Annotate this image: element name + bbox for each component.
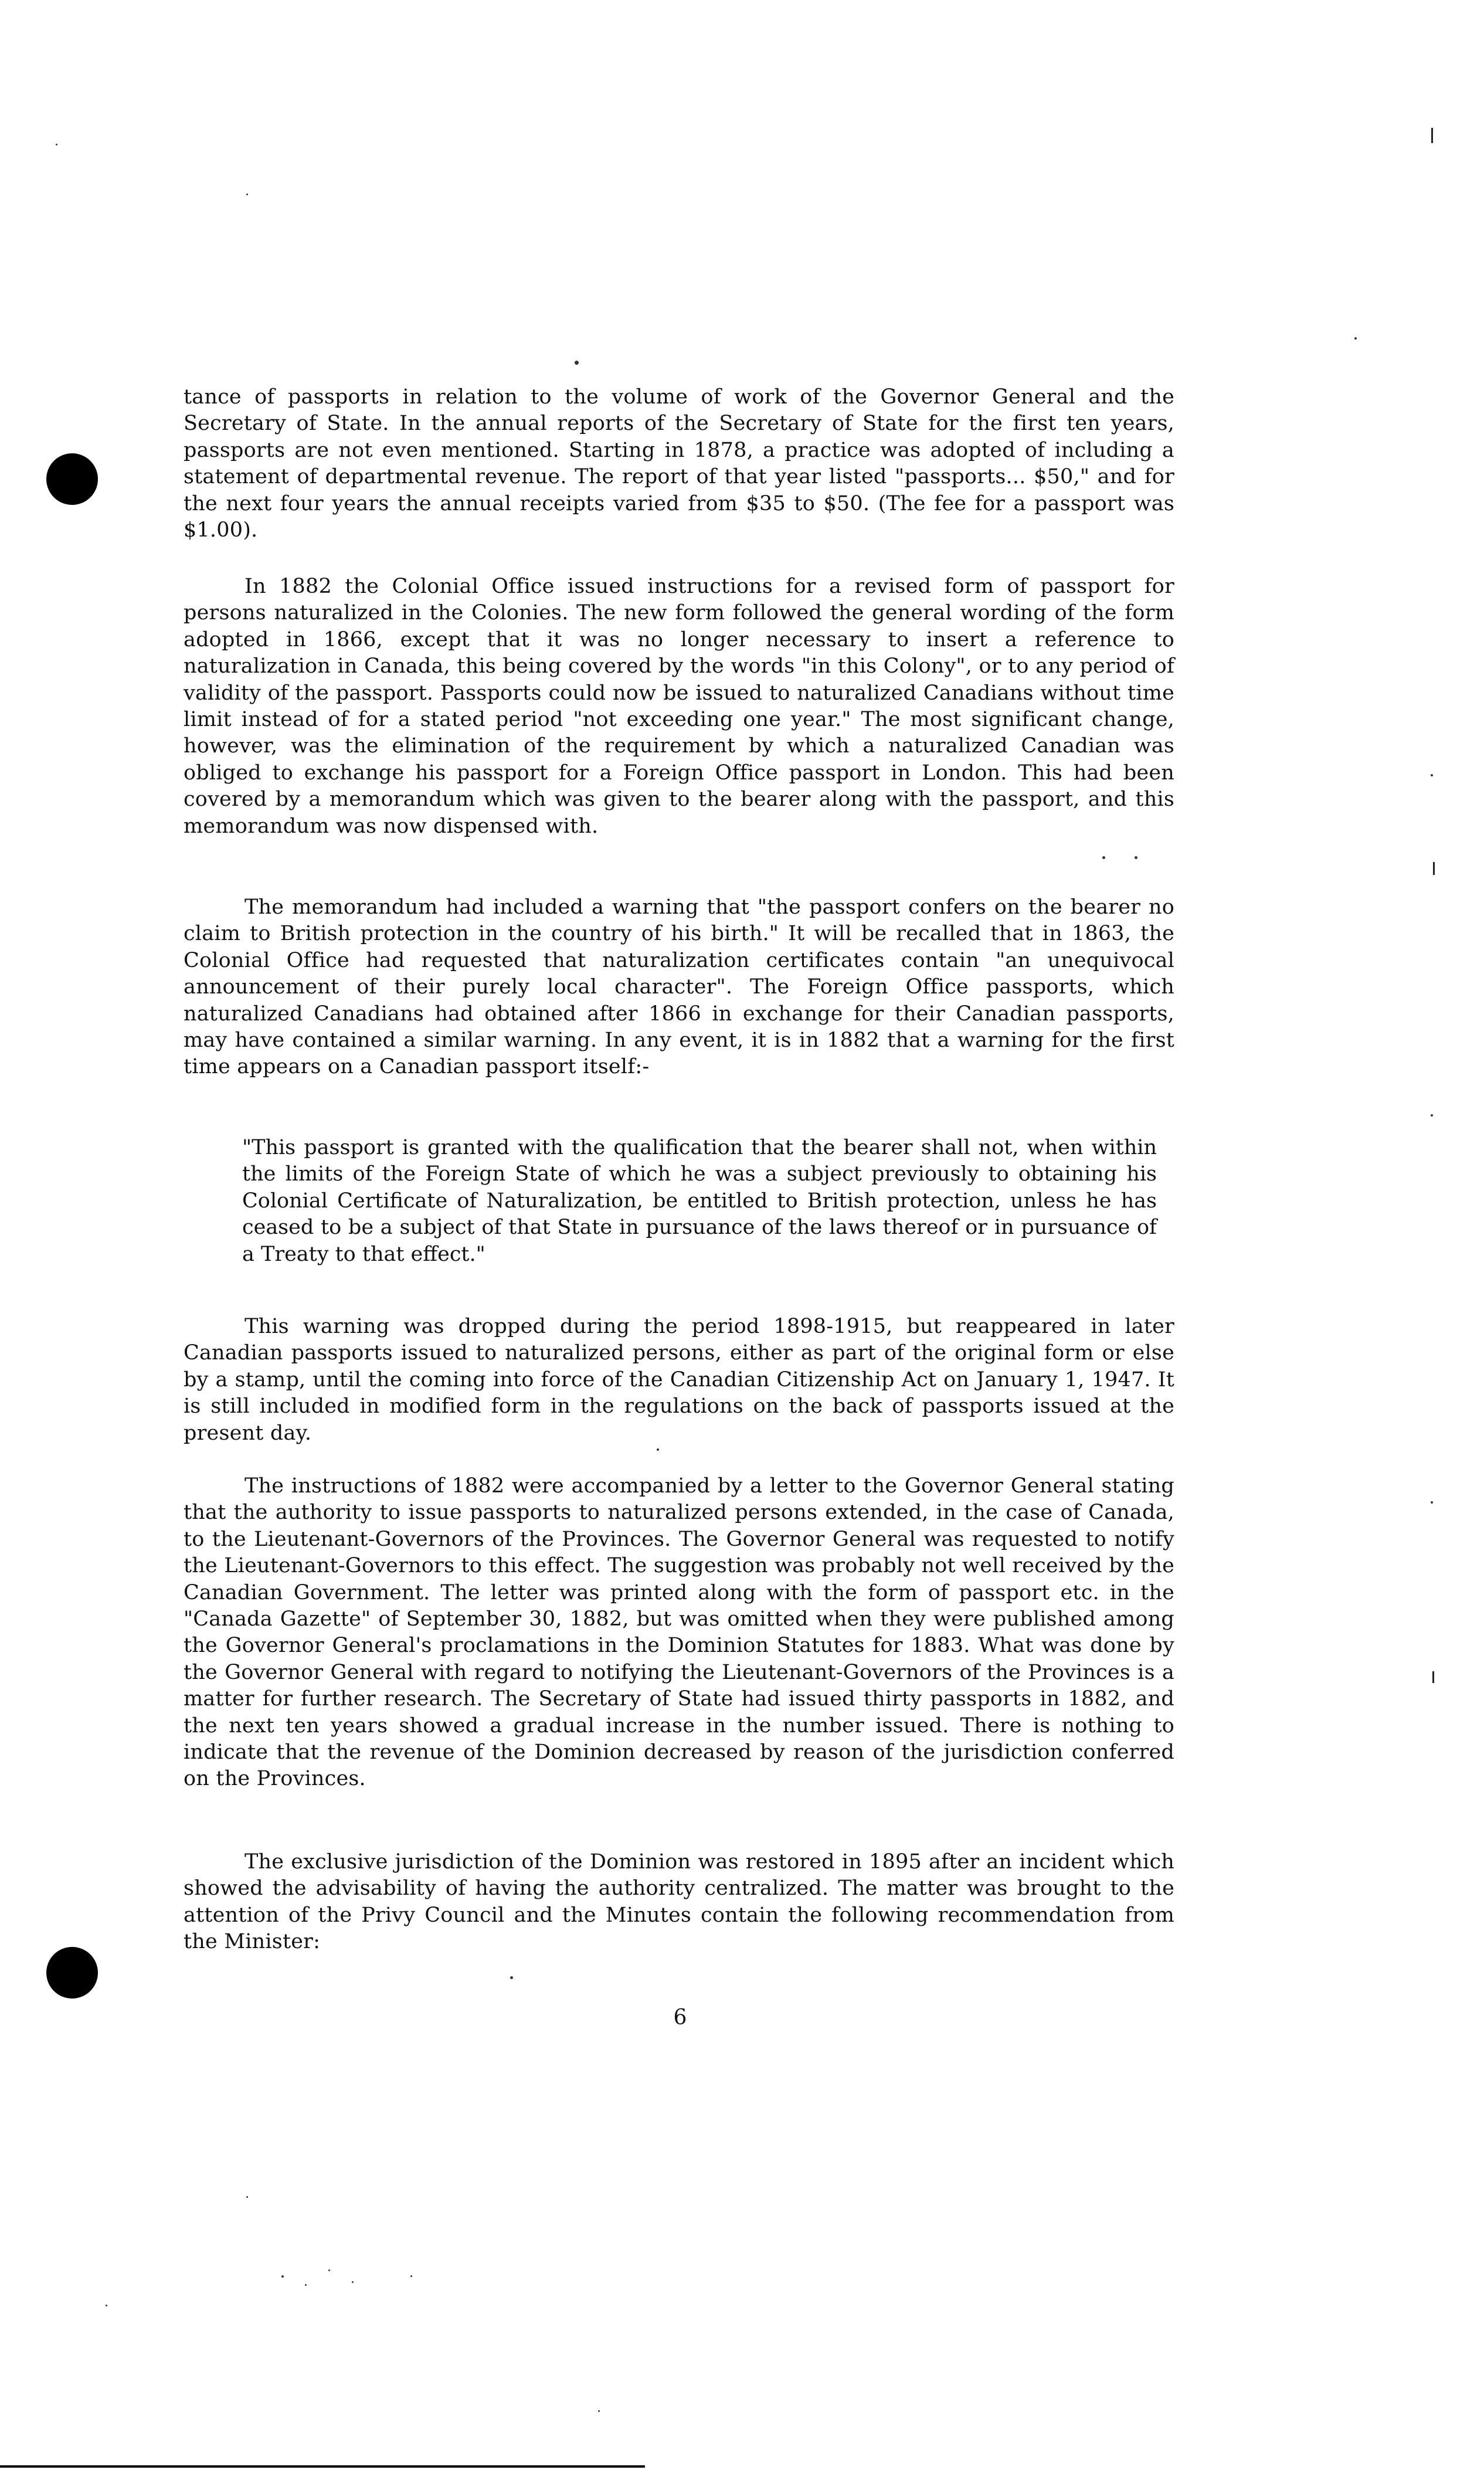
paragraph-5: This warning was dropped during the period 1898-1915, but reappeared in later Canadian passports issued to naturalized persons, either as part of the original form or else by a stamp, until the coming into force of the Canadian Citizenship Act on January 1, 1947. It is still included in modified form in the regulations on the back of passports issued at the present day.	[184, 1315, 1174, 1445]
scan-speck	[657, 1448, 659, 1451]
scan-edge-mark	[1431, 128, 1433, 143]
scan-speck	[1354, 337, 1357, 340]
block-quote: "This passport is granted with the qualification that the bearer shall not, when within the limits of the Foreign State of which he was a subject previously to obtaining his Colonial Certificate of Naturalization, be entitled to British protection, unless he has ceased to be a subject of that State in pursuance of the laws thereof or in pursuance of a Treaty to that effect."	[242, 1136, 1157, 1266]
paragraph-3: The memorandum had included a warning that "the passport confers on the bearer no claim to British protection in the country of his birth." It will be recalled that in 1863, the Colonial Office had requested that naturalization certificates contain "an unequivocal announcement of their purely local character". The Foreign Office passports, which naturalized Canadians had obtained after 1866 in exchange for their Canadian passports, may have contained a similar warning. In any event, it is in 1882 that a warning for the first time appears on a Canadian passport itself:-	[184, 895, 1174, 1079]
paragraph-7: The exclusive jurisdiction of the Dominion was restored in 1895 after an incident which showed the advisability of having the authority centralized. The matter was brought to the attention of the Privy Council and the Minutes contain the following recommendation from the Minister:	[184, 1850, 1174, 1954]
punch-hole-top	[46, 453, 98, 505]
scan-speck	[410, 2275, 412, 2277]
scan-speck	[1431, 774, 1433, 776]
scan-speck	[575, 361, 579, 365]
scan-speck	[305, 2284, 307, 2286]
scan-speck	[106, 2305, 107, 2306]
punch-hole-bottom	[46, 1947, 98, 1999]
scan-speck	[246, 2196, 248, 2198]
scan-edge-mark	[1433, 862, 1435, 875]
scan-speck	[352, 2281, 354, 2283]
paragraph-6: The instructions of 1882 were accompanied by a letter to the Governor General stating that the authority to issue passports to naturalized persons extended, in the case of Canada, to the Lieutenant-Governors of the Provinces. The Governor General was requested to notify the Lieutenant-Governors to this effect. The suggestion was probably not well received by the Canadian Government. The letter was printed along with the form of passport etc. in the "Canada Gazette" of September 30, 1882, but was omitted when they were published among the Governor General's proclamations in the Dominion Statutes for 1883. What was done by the Governor General with regard to notifying the Lieutenant-Governors of the Provinces is a matter for further research. The Secretary of State had issued thirty passports in 1882, and the next ten years showed a gradual increase in the number issued. There is nothing to indicate that the revenue of the Dominion decreased by reason of the jurisdiction conferred on the Provinces.	[184, 1474, 1174, 1791]
scan-speck	[1431, 1114, 1433, 1117]
paragraph-1: tance of passports in relation to the volume of work of the Governor General and the Secretary of State. In the annual reports of the Secretary of State for the first ten years, passports are not even mentioned. Starting in 1878, a practice was adopted of including a statement of departmental revenue. The report of that year listed "passports... $50," and for the next four years the annual receipts varied from $35 to $50. (The fee for a passport was $1.00).	[184, 385, 1174, 542]
scan-speck	[281, 2275, 284, 2278]
scan-speck	[56, 144, 57, 145]
scan-speck	[328, 2269, 330, 2271]
scan-speck	[1135, 856, 1137, 859]
scan-speck	[510, 1976, 513, 1979]
scan-speck	[246, 194, 248, 195]
scan-edge-mark	[1432, 1671, 1434, 1683]
scan-speck	[1431, 1501, 1433, 1504]
paragraph-2: In 1882 the Colonial Office issued instructions for a revised form of passport for persons naturalized in the Colonies. The new form followed the general wording of the form adopted in 1866, except that it was no longer necessary to insert a reference to naturalization in Canada, this being covered by the words "in this Colony", or to any period of validity of the passport. Passports could now be issued to naturalized Canadians without time limit instead of for a stated period "not exceeding one year." The most significant change, however, was the elimination of the requirement by which a naturalized Canadian was obliged to exchange his passport for a Foreign Office passport in London. This had been covered by a memorandum which was given to the bearer along with the passport, and this memorandum was now dispensed with.	[184, 575, 1174, 838]
page-number: 6	[673, 2006, 687, 2030]
scan-edge-line	[0, 2465, 645, 2468]
scan-speck	[598, 2410, 600, 2412]
scan-speck	[1102, 856, 1105, 859]
